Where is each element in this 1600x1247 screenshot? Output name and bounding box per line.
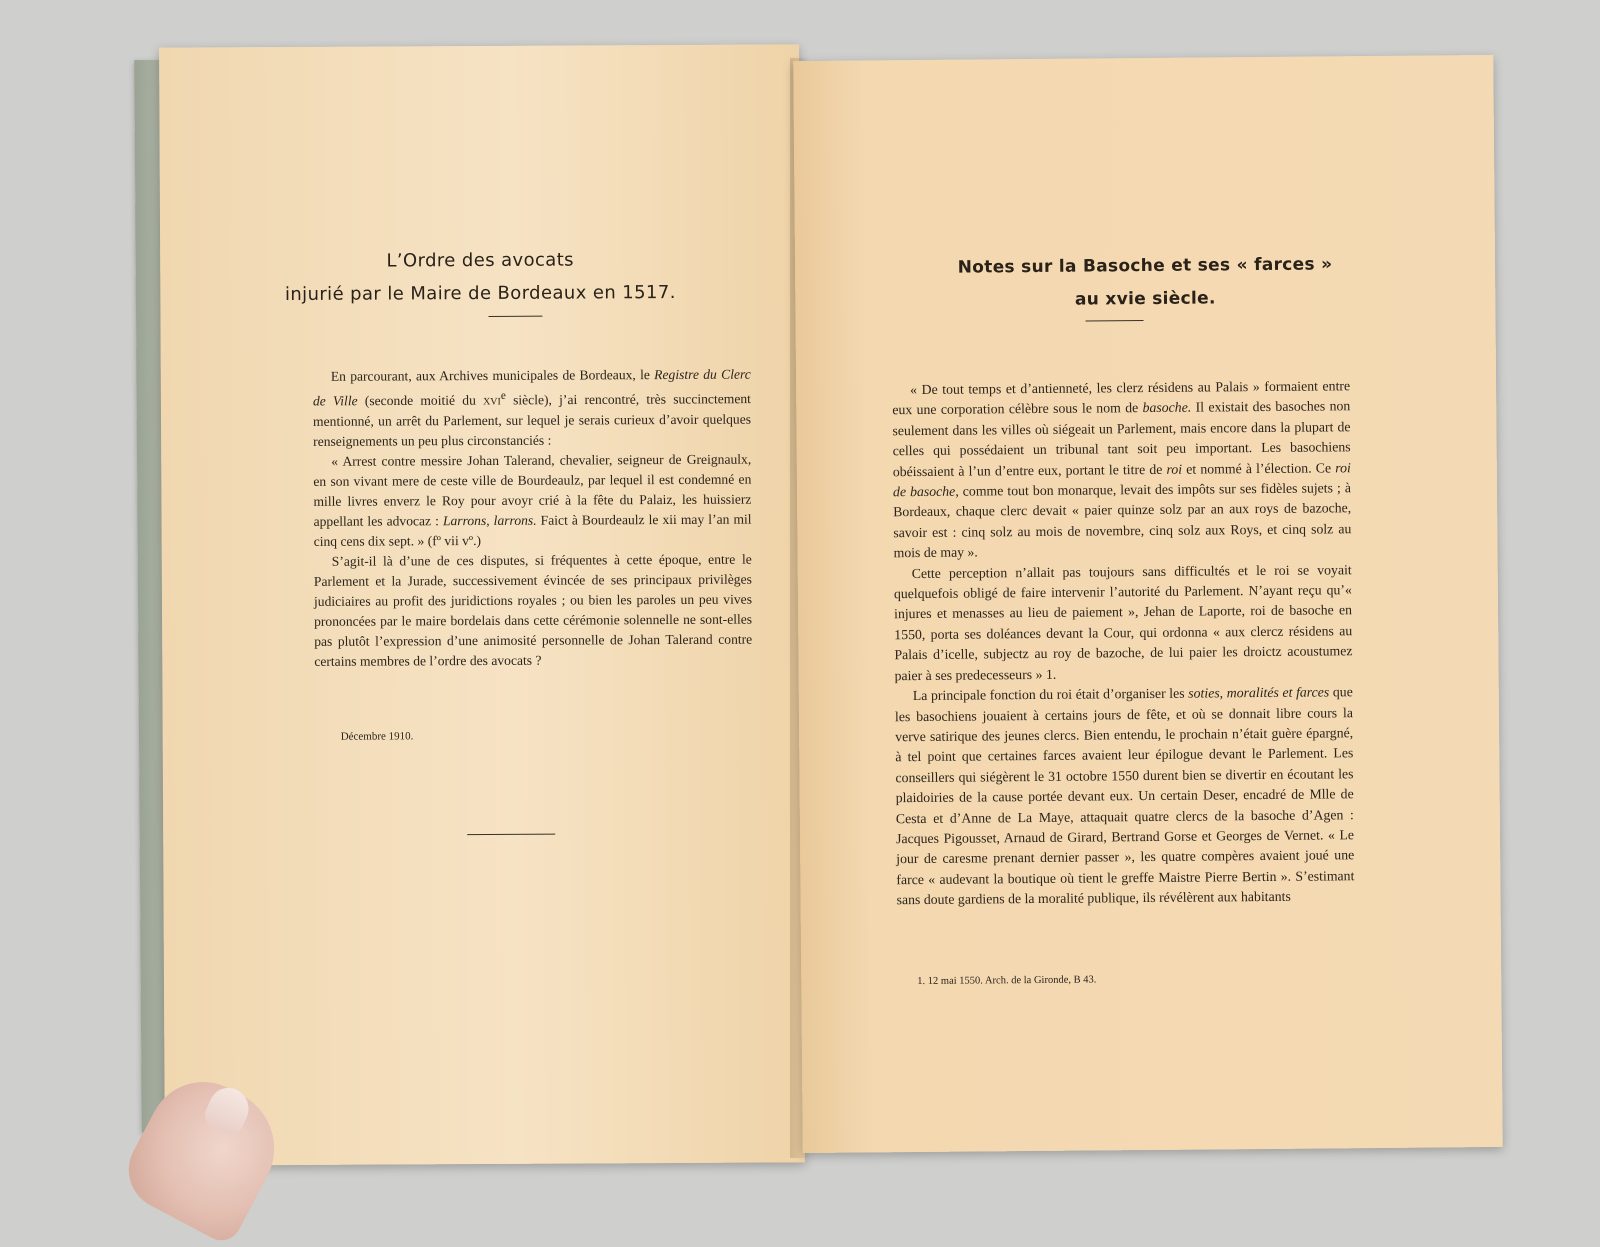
left-page — [159, 44, 805, 1165]
left-end-rule — [467, 834, 555, 835]
right-page — [793, 55, 1503, 1153]
left-page-title — [160, 242, 800, 311]
right-page-body — [892, 376, 1355, 911]
right-paragraph-3: La principale fonction du roi était d’organiser les soties, moralités et farces que les basochiens jouaient à certains jours de fête, et où se donnait libre cours la verve satirique des jeunes clercs. Bien entendu, le prochain n’était guère épargné, à tel point que certaines farces avaient leur épilogue devant le Parlement. Les conseillers qui siégèrent le 31 octobre 1550 durent bien se divertir en écoutant les plaidoiries de la cause portée devant eux. Un certain Deser, encadré de Mlle de Cesta et d’Anne de La Maye, attaquait quatre clercs de la basoche d’Agen : Jacques Pigousset, Arnaud de Girard, Bertrand Gorse et Georges de Vernet. « Le jour de caresme prenant dernier passer », les quatre compères avaient joué une farce « audevant la boutique où tient le greffe Maistre Pierre Bertin ». S’estimant sans doute gardiens de la moralité publique, ils révélèrent aux habitants — [894, 684, 1355, 908]
right-title-line-2: au xvie siècle. — [1074, 288, 1216, 310]
right-title-line-1: Notes sur la Basoche et ses « farces » — [957, 254, 1333, 278]
right-page-title — [795, 247, 1496, 319]
right-paragraph-2: Cette perception n’allait pas toujours sans difficultés et le roi se voyait quelquefois obligé de faire intervenir l’autorité du Parlement. N’ayant reçu qu’« injures et menasses au lieu de paiement », Jehan de Laporte, roi de basoche en 1550, porta ses doléances devant la Cour, qui ordonna « aux clercz résidens au Palais d’icelle, subjectz au roy de bazoche, de lui paier les droictz acoustumez paier à ses predecesseurs » 1. — [893, 561, 1353, 683]
left-paragraph-2: « Arrest contre messire Johan Talerand, chevalier, seigneur de Greignaulx, en son vivant mere de ceste ville de Bourdeaulz, par lequel il est condemné en mille livres enverz le Roy pour avoyr crié à la fête du Palaiz, les huissierz appellant les advocaz : Larrons, larrons. Faict à Bourdeaulz le xii may l’an mil cinq cens dix sept. » (fº vii vº.) — [313, 451, 752, 549]
left-title-rule — [488, 316, 542, 317]
right-page-footnote: 1. 12 mai 1550. Arch. de la Gironde, B 43. — [917, 974, 1097, 988]
right-paragraph-1: « De tout temps et d’antienneté, les clerz résidens au Palais » formaient entre eux une corporation célèbre sous le nom de basoche. Il existait des basoches non seulement dans les villes où siégeait un Parlement, mais encore dans la plupart de celles qui possédaient un tribunal tant soit peu important. Les basochiens obéissaient à l’un d’entre eux, portant le titre de roi et nommé à l’élection. Ce roi de basoche, comme tout bon monarque, levait des impôts sur ses fidèles sujets ; à Bordeaux, chaque clerc devait « paier quinze solz par an aux roys de bazoche, savoir est : cinq solz au mois de novembre, cinq solz aux Roys, et cinq solz au mois de may ». — [892, 378, 1352, 561]
left-title-line-2: injurié par le Maire de Bordeaux en 1517. — [284, 281, 676, 306]
right-title-rule — [1086, 320, 1144, 322]
left-page-body — [313, 365, 753, 672]
left-title-line-1: L’Ordre des avocats — [386, 249, 574, 272]
left-paragraph-3: S’agit-il là d’une de ces disputes, si fréquentes à cette époque, entre le Parlement et la Jurade, successivement évincée de ses principaux privilèges judiciaires au profit des juridictions royales ; ou bien les paroles un peu vives prononcées par le maire bordelais dans cette cérémonie solennelle ne sont-elles pas plutôt l’expression d’une animosité personnelle de Johan Talerand contre certains membres de l’ordre des avocats ? — [313, 551, 753, 669]
left-paragraph-1: En parcourant, aux Archives municipales de Bordeaux, le Registre du Clerc de Ville (seconde moitié du xvi$^e$ siècle), j’ai rencontré, très succinctement mentionné, un arrêt du Parlement, sur lequel je serais curieux d’avoir quelques renseignements un peu plus circonstanciés : — [312, 366, 752, 449]
left-page-date: Décembre 1910. — [340, 730, 414, 743]
